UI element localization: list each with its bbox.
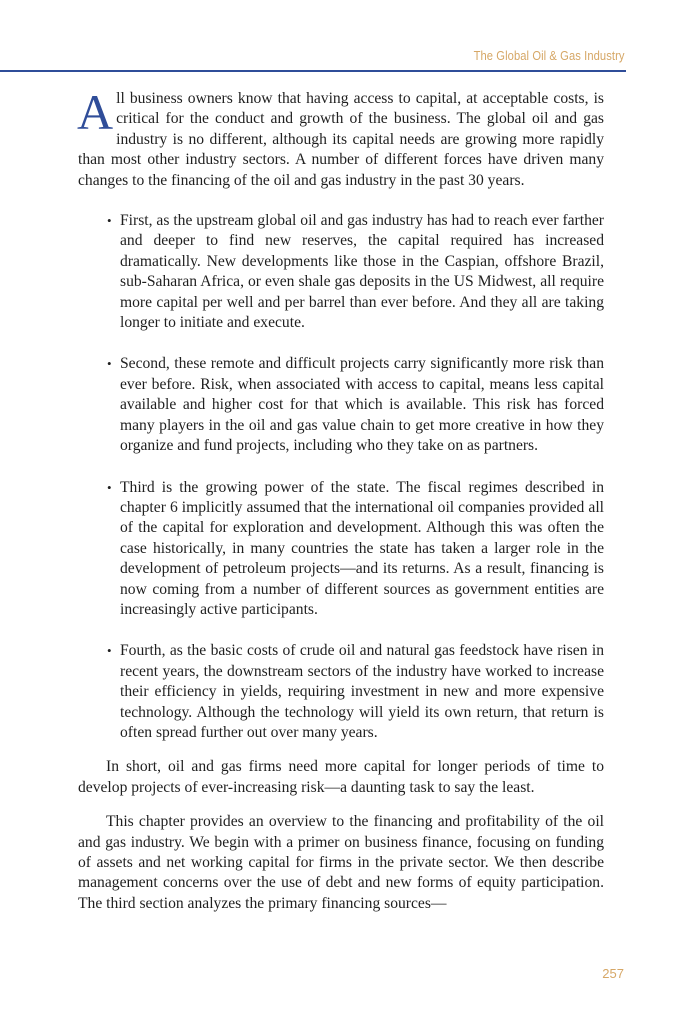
bullet-dot-icon: •	[107, 643, 112, 659]
drop-cap: A	[77, 84, 114, 140]
intro-paragraph	[77, 84, 604, 191]
bullet-item-fourth	[107, 641, 604, 743]
bullet-list	[78, 211, 604, 743]
summary-paragraph: In short, oil and gas firms need more capital for longer periods of time to develop projects of ever-increasing risk—a daunting task to say the least.	[78, 758, 604, 796]
bullet-item-first	[107, 211, 604, 333]
bullet-text: First, as the upstream global oil and gas industry has had to reach ever farther and deeper to find new reserves, the capital required has increased dramatically. New developments like those in the Caspian, offshore Brazil, sub-Saharan Africa, or even shale gas deposits in the US Midwest, all require more capital per well and per barrel than ever before. And they all are taking longer to initiate and execute.	[120, 212, 604, 332]
bullet-text: Third is the growing power of the state. The fiscal regimes described in chapter 6 implicitly assumed that the international oil companies provided all of the capital for exploration and development. Although this was often the case historically, in many countries the state has taken a larger role in the development of petroleum projects—and its returns. As a result, financing is now coming from a number of different sources as government entities are increasingly active participants.	[120, 478, 604, 618]
bullet-dot-icon: •	[107, 356, 112, 372]
bullet-dot-icon: •	[107, 213, 112, 229]
intro-text: ll business owners know that having access to capital, at acceptable costs, is critical for the conduct and growth of the business. The global oil and gas industry is no different, although its capital needs are growing more rapidly than most other industry sectors. A number of different forces have driven many changes to the financing of the oil and gas industry in the past 30 years.	[78, 90, 604, 189]
page-body	[77, 84, 604, 928]
bullet-text: Fourth, as the basic costs of crude oil and natural gas feedstock have risen in recent years, the downstream sectors of the industry have worked to increase their efficiency in yields, requiring investment in new and more expensive technology. Although the technology will yield its own return, that return is often spread further out over many years.	[120, 642, 604, 741]
bullet-text: Second, these remote and difficult projects carry significantly more risk than ever before. Risk, when associated with access to capital, means less capital available and higher cost for that which is available. This risk has forced many players in the oil and gas value chain to get more creative in how they organize and fund projects, including who they take on as partners.	[120, 355, 604, 455]
chapter-overview-paragraph: This chapter provides an overview to the financing and profitability of the oil and gas industry. We begin with a primer on business finance, focusing on funding of assets and net working capital for firms in the private sector. We then describe management concerns over the use of debt and new forms of equity participation. The third section analyzes the primary financing sources—	[78, 813, 604, 912]
page-number: 257	[602, 966, 624, 981]
running-header-title: The Global Oil & Gas Industry	[473, 48, 625, 63]
bullet-dot-icon: •	[107, 479, 112, 495]
bullet-item-second	[107, 354, 604, 456]
bullet-item-third	[107, 478, 604, 621]
header-rule	[0, 70, 626, 72]
